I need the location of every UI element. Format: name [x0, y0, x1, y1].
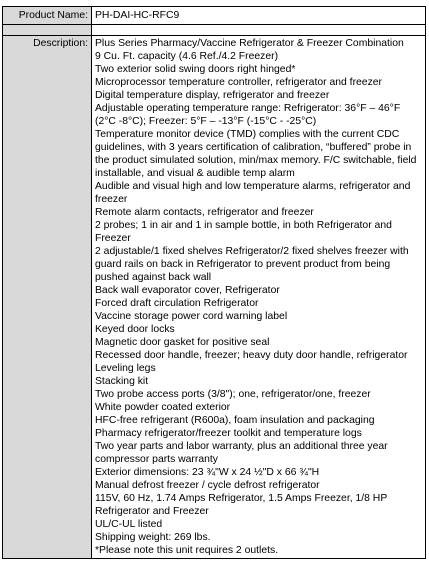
product-name-row — [3, 7, 426, 25]
description-line: Remote alarm contacts, refrigerator and freezer — [95, 207, 314, 218]
description-line: Forced draft circulation Refrigerator — [95, 298, 259, 309]
description-line: Stacking kit — [95, 376, 149, 387]
description-line: Temperature monitor device (TMD) complies with the current CDC guidelines, with 3 years certification of calibration, “buffered” probe in the product simulated solution, min/max memory. F/C switchable, field installable, and visual & audible temp alarm — [95, 129, 417, 179]
description-line: Microprocessor temperature controller, refrigerator and freezer — [95, 77, 383, 88]
description-line: Recessed door handle, freezer; heavy duty door handle, refrigerator — [95, 350, 408, 361]
description-line: Magnetic door gasket for positive seal — [95, 337, 270, 348]
description-line: HFC-free refrigerant (R600a), foam insulation and packaging — [95, 415, 375, 426]
description-line: Digital temperature display, refrigerator and freezer — [95, 90, 330, 101]
description-line: Vaccine storage power cord warning label — [95, 311, 288, 322]
description-list — [92, 36, 425, 557]
description-value-cell — [92, 36, 426, 559]
description-label: Description: — [33, 38, 88, 49]
description-line: Two probe access ports (3/8"); one, refrigerator/one, freezer — [95, 389, 371, 400]
description-line: Leveling legs — [95, 363, 156, 374]
description-line: Audible and visual high and low temperature alarms, refrigerator and freezer — [95, 181, 411, 205]
description-label-cell — [3, 36, 92, 559]
description-row — [3, 36, 426, 559]
description-line: Keyed door locks — [95, 324, 175, 335]
product-name-label-cell — [3, 7, 92, 25]
description-line: 9 Cu. Ft. capacity (4.6 Ref./4.2 Freezer) — [95, 51, 279, 62]
description-line: Shipping weight: 269 lbs. — [95, 532, 211, 543]
description-line: Exterior dimensions: 23 ¾"W x 24 ½"D x 66 ¾"H — [95, 467, 320, 478]
description-line: *Please note this unit requires 2 outlets. — [95, 545, 279, 556]
spacer-label-cell — [3, 25, 92, 36]
description-line: Adjustable operating temperature range: Refrigerator: 36°F – 46°F (2°C -8°C); Freezer: 5°F – -13°F (-15°C - -25°C) — [95, 103, 401, 127]
description-line: White powder coated exterior — [95, 402, 231, 413]
product-name-value-cell — [92, 7, 426, 25]
description-line: Two year parts and labor warranty, plus an additional three year compressor parts warranty — [95, 441, 388, 465]
description-line: 2 adjustable/1 fixed shelves Refrigerator/2 fixed shelves freezer with guard rails on back in Refrigerator to prevent product from being pushed against back wall — [95, 246, 409, 283]
description-line: Two exterior solid swing doors right hinged* — [95, 64, 296, 75]
description-line: Back wall evaporator cover, Refrigerator — [95, 285, 280, 296]
spacer-row — [3, 25, 426, 36]
description-line: 2 probes; 1 in air and 1 in sample bottle, in both Refrigerator and Freezer — [95, 220, 392, 244]
spec-sheet — [2, 6, 426, 562]
description-line: Manual defrost freezer / cycle defrost refrigerator — [95, 480, 320, 491]
spec-table — [2, 6, 426, 559]
description-line: Plus Series Pharmacy/Vaccine Refrigerator & Freezer Combination — [95, 38, 404, 49]
description-line: Pharmacy refrigerator/freezer toolkit and temperature logs — [95, 428, 362, 439]
description-line: UL/C-UL listed — [95, 519, 163, 530]
description-line: 115V, 60 Hz, 1.74 Amps Refrigerator, 1.5 Amps Freezer, 1/8 HP Refrigerator and Freezer — [95, 493, 388, 517]
product-name-label: Product Name: — [18, 10, 88, 21]
spacer-value-cell — [92, 25, 426, 36]
product-name-value: PH-DAI-HC-RFC9 — [95, 10, 180, 21]
